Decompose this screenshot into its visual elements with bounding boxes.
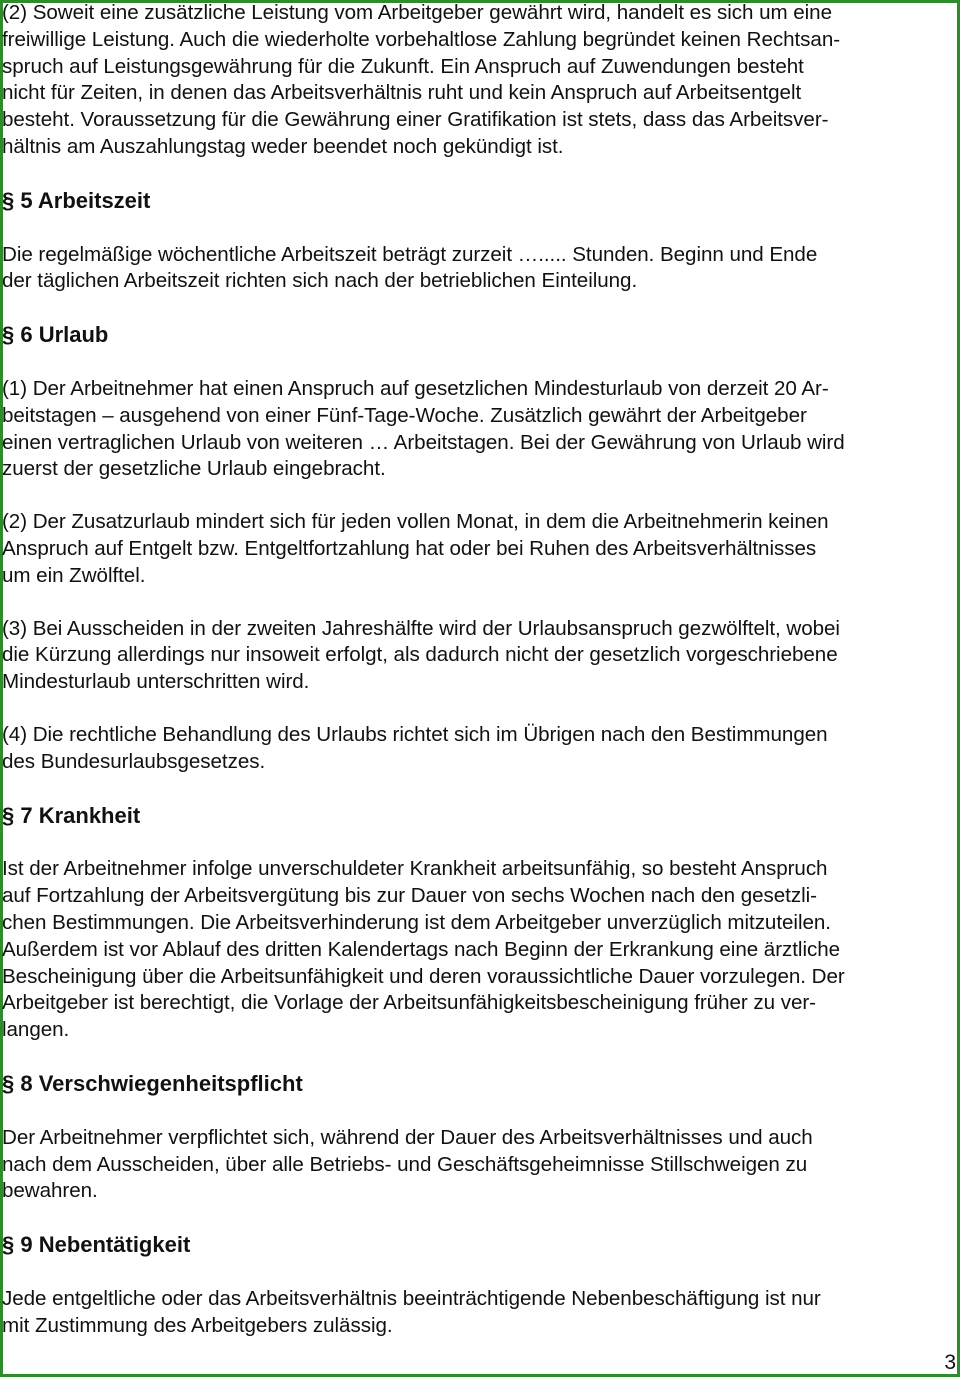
urlaub-paragraph-3: (3) Bei Ausscheiden in der zweiten Jahreshälfte wird der Urlaubsanspruch gezwölftelt, wobei die Kürzung allerdings nur insoweit erfolgt, als dadurch nicht der gesetzlich vorgeschriebene Mindesturlaub unterschritten wird. (2, 616, 840, 694)
nebentaetigkeit-paragraph: Jede entgeltliche oder das Arbeitsverhältnis beeinträchtigende Nebenbeschäftigung ist nur mit Zustimmung des Arbeitgebers zulässig. (2, 1286, 821, 1337)
urlaub-paragraph-4: (4) Die rechtliche Behandlung des Urlaubs richtet sich im Übrigen nach den Bestimmungen des Bundesurlaubsgesetzes. (2, 722, 828, 773)
gratification-paragraph-2: (2) Soweit eine zusätzliche Leistung vom Arbeitgeber gewährt wird, handelt es sich um eine freiwillige Leistung. Auch die wiederholte vorbehaltlose Zahlung begründet keinen Rechtsan- spruch auf Leistungsgewährung für die Zukunft. Ein Anspruch auf Zuwendungen besteht nicht für Zeiten, in denen das Arbeitsverhältnis ruht und kein Anspruch auf Arbeitsentgelt besteht. Voraussetzung für die Gewährung einer Gratifikation ist stets, dass das Arbeitsver- hältnis am Auszahlungstag weder beendet noch gekündigt ist. (2, 1, 841, 158)
section-heading-urlaub: § 6 Urlaub (2, 322, 109, 348)
krankheit-paragraph: Ist der Arbeitnehmer infolge unverschuldeter Krankheit arbeitsunfähig, so besteht Anspruch auf Fortzahlung der Arbeitsvergütung bis zur Dauer von sechs Wochen nach den gesetzli- chen Bestimmungen. Die Arbeitsverhinderung ist dem Arbeitgeber unverzüglich mitzuteilen. Außerdem ist vor Ablauf des dritten Kalendertags nach Beginn der Erkrankung eine ärztliche Bescheinigung über die Arbeitsunfähigkeit und deren voraussichtliche Dauer vorzulegen. Der Arbeitgeber ist berechtigt, die Vorlage der Arbeitsunfähigkeitsbescheinigung früher zu ver- langen. (2, 857, 845, 1042)
arbeitszeit-paragraph: Die regelmäßige wöchentliche Arbeitszeit beträgt zurzeit …..... Stunden. Beginn und Ende der täglichen Arbeitszeit richten sich nach der betrieblichen Einteilung. (2, 242, 818, 293)
document-page (2, 0, 957, 1339)
section-heading-krankheit: § 7 Krankheit (2, 802, 141, 828)
page-number: 3 (944, 1351, 956, 1374)
urlaub-paragraph-2: (2) Der Zusatzurlaub mindert sich für jeden vollen Monat, in dem die Arbeitnehmerin keinen Anspruch auf Entgelt bzw. Entgeltfortzahlung hat oder bei Ruhen des Arbeitsverhältnisses um ein Zwölftel. (2, 510, 829, 587)
urlaub-paragraph-1: (1) Der Arbeitnehmer hat einen Anspruch auf gesetzlichen Mindesturlaub von derzeit 20 Ar- beitstagen – ausgehend von einer Fünf-Tage-Woche. Zusätzlich gewährt der Arbeitgeber einen vertraglichen Urlaub von weiteren … Arbeitstagen. Bei der Gewährung von Urlaub wird zuerst der gesetzliche Urlaub eingebracht. (2, 376, 845, 481)
section-heading-verschwiegenheitspflicht: § 8 Verschwiegenheitspflicht (2, 1070, 303, 1096)
verschwiegenheitspflicht-paragraph: Der Arbeitnehmer verpflichtet sich, während der Dauer des Arbeitsverhältnisses und auch nach dem Ausscheiden, über alle Betriebs- und Geschäftsgeheimnisse Stillschweigen zu bewahren. (2, 1125, 813, 1203)
section-heading-nebentaetigkeit: § 9 Nebentätigkeit (2, 1232, 191, 1258)
section-heading-arbeitszeit: § 5 Arbeitszeit (2, 187, 151, 213)
